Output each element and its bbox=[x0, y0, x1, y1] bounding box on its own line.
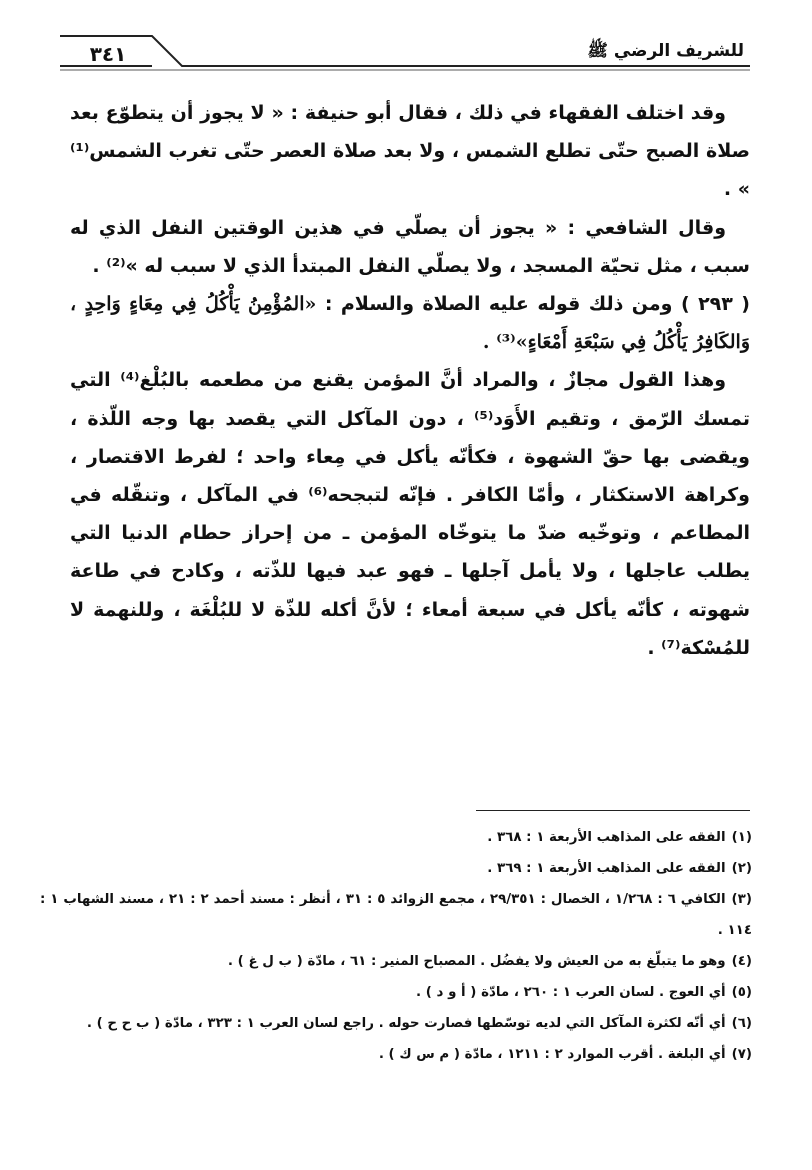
footnote-number: (٣) bbox=[731, 892, 752, 907]
page-number: ٣٤١ bbox=[89, 42, 127, 66]
footnote-number: (٦) bbox=[731, 1016, 752, 1031]
footnote-separator bbox=[476, 810, 750, 811]
footnote-number: (١) bbox=[731, 830, 752, 845]
page-header bbox=[60, 20, 750, 72]
paragraph-hadith bbox=[70, 285, 750, 361]
footnote-text: أي البلغة . أقرب الموارد ٢ : ١٢١١ ، مادّة ( م س ك ) . bbox=[378, 1047, 726, 1062]
footnote-1 bbox=[40, 822, 752, 853]
footnote-number: (٧) bbox=[731, 1047, 752, 1062]
main-text bbox=[70, 94, 750, 667]
footnote-text: الفقه على المذاهب الأربعة ١ : ٣٦٩ . bbox=[487, 861, 726, 876]
footnote-number: (٢) bbox=[731, 861, 752, 876]
hadith-number: ( ٢٩٣ ) bbox=[680, 293, 750, 316]
running-title: للشريف الرضي ﷺ bbox=[587, 41, 744, 61]
footnote-4 bbox=[40, 946, 752, 977]
hadith-quote: «المُؤْمِنُ يَأْكُلُ فِي مِعَاءٍ وَاحِدٍ ، وَالكَافِرُ يَأْكُلُ فِي سَبْعَةِ أَمْعَاءٍ»⁽³⁾ . bbox=[70, 293, 750, 354]
footnote-6 bbox=[40, 1008, 752, 1039]
hadith-intro: ومن ذلك قوله عليه الصلاة والسلام : bbox=[324, 293, 673, 316]
paragraph-abu-hanifa: وقد اختلف الفقهاء في ذلك ، فقال أبو حنيفة : « لا يجوز أن يتطوّع بعد صلاة الصبح حتّى تطلع الشمس ، ولا بعد صلاة العصر حتّى تغرب الشمس⁽¹⁾ » . bbox=[70, 102, 750, 201]
footnote-text: الفقه على المذاهب الأربعة ١ : ٣٦٨ . bbox=[487, 830, 726, 845]
footnote-text: وهو ما يتبلّغ به من العيش ولا يفضُل . المصباح المنير : ٦١ ، مادّة ( ب ل غ ) . bbox=[227, 954, 726, 969]
paragraph-shafii: وقال الشافعي : « يجوز أن يصلّي في هذين الوقتين النفل الذي له سبب ، مثل تحيّة المسجد ، ولا يصلّي النفل المبتدأ الذي لا سبب له »⁽²⁾ . bbox=[70, 216, 750, 277]
footnote-7 bbox=[40, 1039, 752, 1070]
footnote-number: (٥) bbox=[731, 985, 752, 1000]
footnote-5 bbox=[40, 977, 752, 1008]
footnote-number: (٤) bbox=[731, 954, 752, 969]
paragraph-commentary: وهذا القول مجازٌ ، والمراد أنَّ المؤمن يقنع من مطعمه بالبُلْغ⁽⁴⁾ التي تمسك الرّمق ، وتقيم الأَوَد⁽⁵⁾ ، دون المآكل التي يقصد بها وجه اللّذة ، ويقضى بها حقّ الشهوة ، فكأنّه يأكل في مِعاء واحد ؛ لفرط الاقتصار ، وكراهة الاستكثار ، وأمّا الكافر . فإنّه لتبجحه⁽⁶⁾ في المآكل ، وتنقّله في المطاعم ، وتوخّيه ضدّ ما يتوخّاه المؤمن ـ من إحراز حطام الدنيا التي يطلب عاجلها ، ولا يأمل آجلها ـ فهو عبد فيها للذّته ، وكادح في طاعة شهوته ، كأنّه يأكل في سبعة أمعاء ؛ لأنَّ أكله للذّة لا للبُلْغَة ، وللنهمة لا للمُسْكة⁽⁷⁾ . bbox=[70, 369, 751, 659]
footnote-text: الكافي ٦ : ١/٢٦٨ ، الخصال : ٢٩/٣٥١ ، مجمع الزوائد ٥ : ٣١ ، أنظر : مسند أحمد ٢ : ٢١ ، مسند الشهاب ١ : ١١٤ . bbox=[40, 892, 752, 938]
footnote-text: أي أنّه لكثرة المآكل التي لديه توسّطها فصارت حوله . راجع لسان العرب ١ : ٣٢٣ ، مادّة ( ب ح ح ) . bbox=[86, 1016, 726, 1031]
footnote-2 bbox=[40, 853, 752, 884]
footnote-text: أي العوج . لسان العرب ١ : ٢٦٠ ، مادّة ( أ و د ) . bbox=[416, 985, 726, 1000]
footnotes bbox=[40, 822, 752, 1070]
footnote-3 bbox=[40, 884, 752, 946]
